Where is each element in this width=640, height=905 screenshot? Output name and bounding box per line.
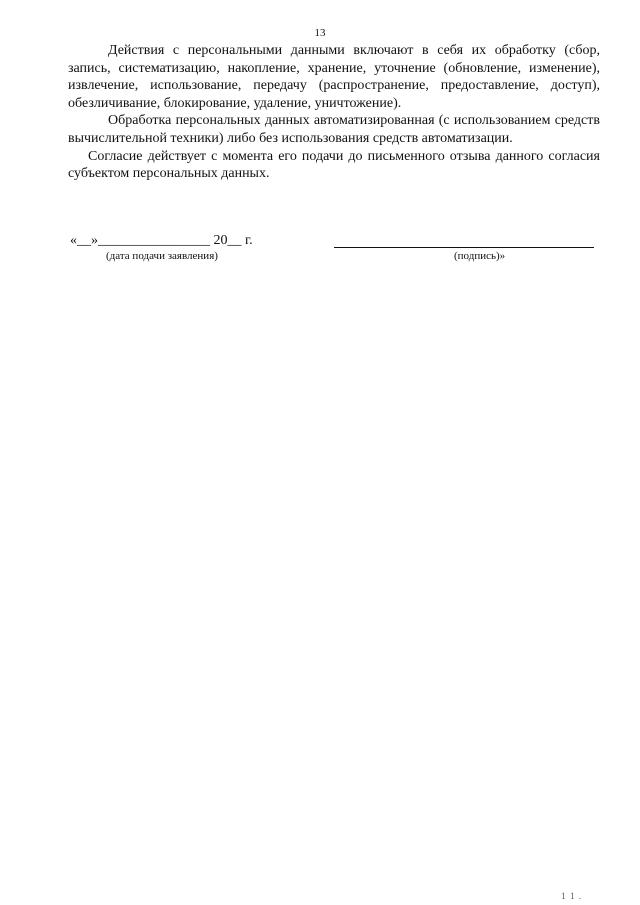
consent-text: [68, 42, 600, 183]
paragraph-consent-validity: Согласие действует с момента его подачи до письменного отзыва данного согласия субъектом персональных данных.: [68, 148, 600, 182]
date-caption: (дата подачи заявления): [106, 250, 218, 262]
signature-field: [334, 232, 594, 248]
page-number: 13: [314, 27, 326, 39]
signature-caption: (подпись)»: [454, 250, 506, 262]
date-field: «__»________________ 20__ г.: [70, 233, 253, 248]
paragraph-processing-type: Обработка персональных данных автоматизированная (с использованием средств вычислительной техники) либо без использования средств автоматизации.: [68, 113, 600, 146]
footer-mark: 1 1 .: [561, 891, 582, 901]
signature-block: [68, 232, 600, 266]
paragraph-processing-actions: Действия с персональными данными включают в себя их обработку (сбор, запись, систематизацию, накопление, хранение, уточнение (обновление, изменение), извлечение, использование, передачу (распространение, предоставление, доступ), обезличивание, блокирование, удаление, уничтожение).: [68, 43, 600, 111]
